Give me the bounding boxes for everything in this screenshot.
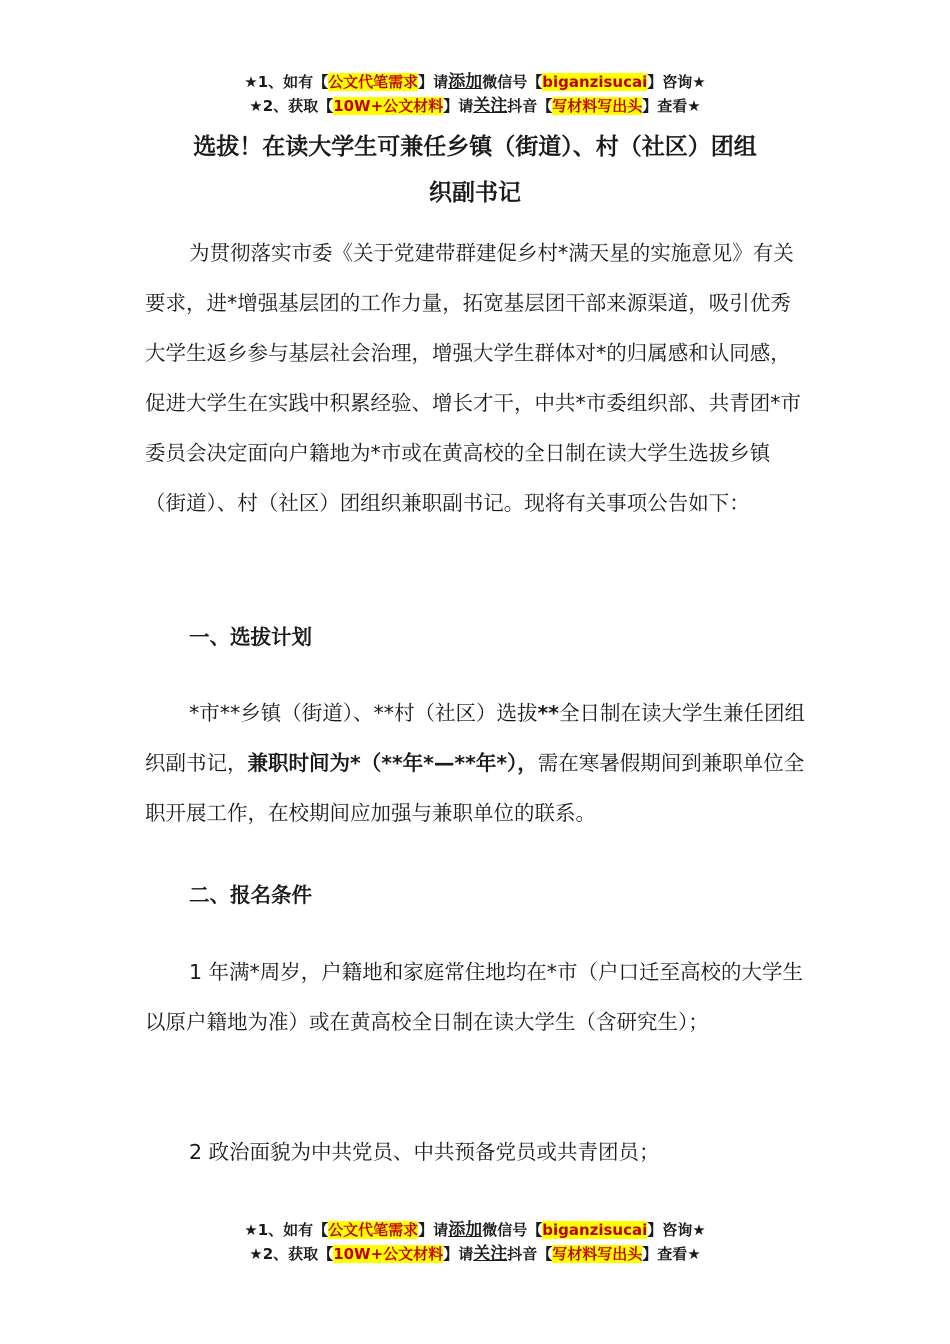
banner-text: ★1、如有【 [244, 73, 329, 91]
banner-highlight: biganzisucai [542, 1221, 648, 1239]
banner-text: 】咨询★ [647, 1221, 706, 1239]
condition-item-1: 1 年满*周岁，户籍地和家庭常住地均在*市（户口迁至高校的大学生以原户籍地为准）或在黄高校全日制在读大学生（含研究生）； [145, 960, 804, 1034]
banner-highlight: 10W+公文材料 [333, 97, 444, 115]
banner-text: 】请 [418, 1221, 449, 1239]
banner-text: 抖音【 [507, 1245, 553, 1263]
banner-highlight: 10W+公文材料 [333, 1245, 444, 1263]
section-heading-conditions: 二、报名条件 [189, 883, 312, 907]
intro-paragraph: 为贯彻落实市委《关于党建带群建促乡村*满天星的实施意见》有关要求，进*增强基层团的工作力量，拓宽基层团干部来源渠道，吸引优秀大学生返乡参与基层社会治理，增强大学生群体对*的归属感和认同感，促进大学生在实践中积累经验、增长才干，中共*市委组织部、共青团*市委员会决定面向户籍地为*市或在黄高校的全日制在读大学生选拔乡镇（街道）、村（社区）团组织兼职副书记。现将有关事项公告如下： [145, 241, 801, 515]
paragraph-text: 需在寒暑假期间到兼职单位全职开展工作，在校期间应加强与兼职单位的联系。 [145, 751, 805, 825]
banner-line-1 [0, 70, 950, 94]
banner-emphasis: 添加 [448, 72, 483, 92]
banner-text: ★2、获取【 [249, 1245, 334, 1263]
banner-line-2 [0, 1242, 950, 1266]
banner-text: 】请 [443, 97, 474, 115]
banner-text: ★1、如有【 [244, 1221, 329, 1239]
banner-text: 】请 [418, 73, 449, 91]
banner-text: 】查看★ [642, 97, 701, 115]
header-banner [0, 70, 950, 118]
title-line-2: 织副书记 [429, 180, 521, 206]
banner-highlight: 写材料写出头 [552, 1245, 643, 1263]
title-line-1: 选拔！在读大学生可兼任乡镇（街道）、村（社区）团组 [193, 134, 757, 160]
banner-text: 】查看★ [642, 1245, 701, 1263]
paragraph-text: 全日制在读大学生兼任团组织副书记， [145, 701, 805, 775]
document-title [145, 124, 805, 216]
banner-text: 微信号【 [482, 1221, 543, 1239]
paragraph-bold: 兼职时间为*（**年*—**年*）， [247, 751, 538, 775]
banner-emphasis: 添加 [448, 1220, 483, 1240]
section-plan-paragraph [145, 688, 805, 838]
banner-emphasis: 关注 [473, 1244, 508, 1264]
section-heading-plan: 一、选拔计划 [189, 625, 312, 649]
banner-text: 】请 [443, 1245, 474, 1263]
condition-item-2: 2 政治面貌为中共党员、中共预备党员或共青团员； [189, 1140, 660, 1164]
banner-line-1 [0, 1218, 950, 1242]
banner-text: ★2、获取【 [249, 97, 334, 115]
footer-banner [0, 1218, 950, 1266]
banner-highlight: 公文代笔需求 [328, 1221, 419, 1239]
banner-text: 】咨询★ [647, 73, 706, 91]
banner-line-2 [0, 94, 950, 118]
banner-highlight: 写材料写出头 [552, 97, 643, 115]
banner-highlight: biganzisucai [542, 73, 648, 91]
banner-text: 抖音【 [507, 97, 553, 115]
banner-highlight: 公文代笔需求 [328, 73, 419, 91]
paragraph-bold: ** [537, 701, 559, 725]
banner-text: 微信号【 [482, 73, 543, 91]
banner-emphasis: 关注 [473, 96, 508, 116]
paragraph-text: *市**乡镇（街道）、**村（社区）选拔 [189, 701, 538, 725]
